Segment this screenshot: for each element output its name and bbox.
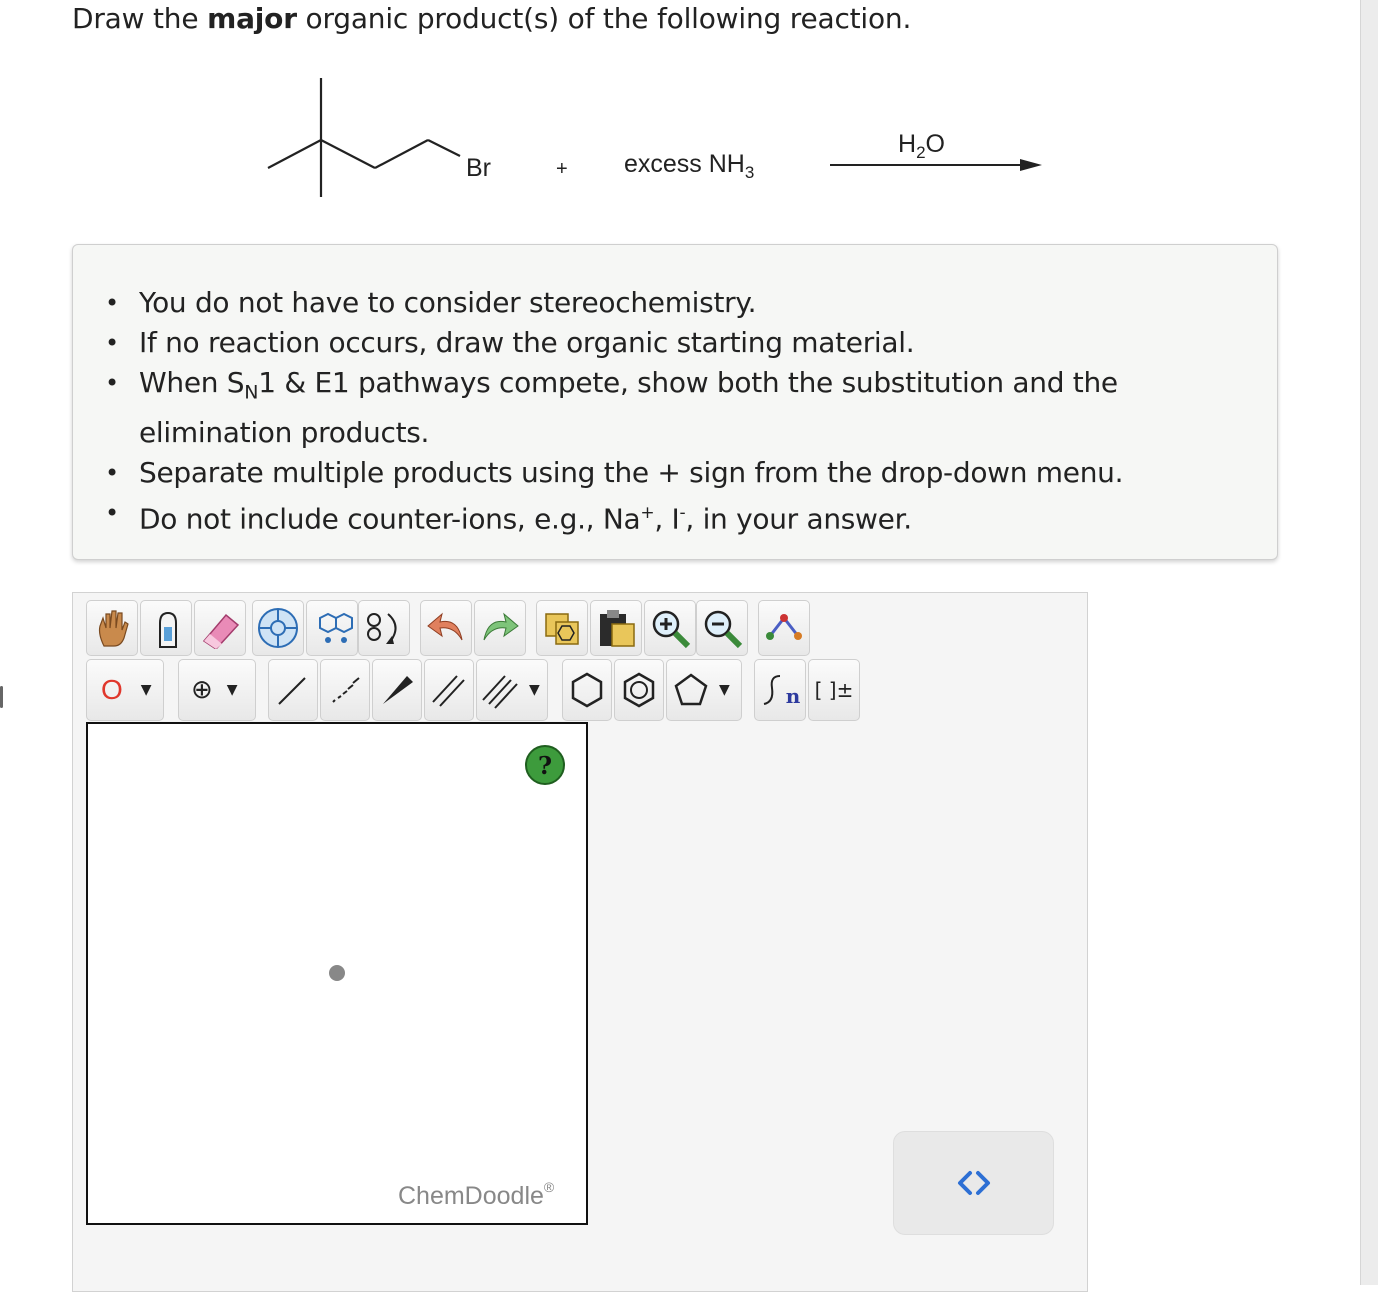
atom-label: O	[101, 674, 123, 705]
paste-icon[interactable]	[590, 600, 642, 656]
lasso-icon[interactable]	[140, 600, 192, 656]
chevron-down-icon: ▼	[140, 682, 152, 698]
ring-selector[interactable]	[666, 659, 742, 721]
cyclopentane-icon	[671, 670, 711, 710]
cyclohexane-icon[interactable]	[562, 659, 612, 721]
instruction-item: • When $S_N1$ & E1 pathways compete, show both the substitution and the elimination products.	[139, 363, 1189, 453]
page-scrollbar[interactable]	[1360, 0, 1378, 1285]
charge-selector[interactable]	[178, 659, 256, 721]
atom-selector[interactable]	[86, 659, 164, 721]
instruction-item: • You do not have to consider stereochemistry.	[139, 283, 1189, 323]
reactant-structure	[250, 70, 1070, 210]
zoom-in-icon[interactable]	[644, 600, 696, 656]
canvas-cursor-dot	[329, 965, 345, 981]
reaction-plus: +	[556, 158, 568, 180]
double-bond-icon[interactable]	[424, 659, 474, 721]
ring-fuse-icon[interactable]	[306, 600, 358, 656]
bracket-button[interactable]	[808, 659, 860, 721]
rotate-molecule-icon[interactable]	[358, 600, 410, 656]
reagent-label: excess $NH_3$	[624, 150, 755, 182]
charge-label: ⊕	[191, 675, 213, 705]
chain-icon[interactable]	[754, 659, 806, 721]
zoom-out-icon[interactable]	[696, 600, 748, 656]
bromine-label: Br	[466, 154, 491, 182]
single-bond-icon[interactable]	[268, 659, 318, 721]
hashed-bond-icon[interactable]	[320, 659, 370, 721]
wedge-bond-icon[interactable]	[372, 659, 422, 721]
instruction-item: • Do not include counter-ions, e.g., Na+, I-, in your answer.	[139, 493, 1189, 539]
help-icon[interactable]: ?	[525, 745, 565, 785]
chain-label: n	[785, 684, 801, 708]
chevron-down-icon: ▼	[719, 682, 730, 698]
bracket-label: [ ]±	[814, 678, 854, 702]
redo-icon[interactable]	[474, 600, 526, 656]
eraser-icon[interactable]	[194, 600, 246, 656]
undo-icon[interactable]	[420, 600, 472, 656]
reaction-scheme	[250, 70, 1070, 210]
benzene-icon[interactable]	[614, 659, 664, 721]
question-title: Draw the major organic product(s) of the following reaction.	[72, 2, 912, 35]
code-chevrons-icon	[954, 1163, 994, 1203]
instruction-item: • If no reaction occurs, draw the organic starting material.	[139, 323, 1189, 363]
chevron-down-icon: ▼	[529, 682, 540, 698]
triple-bond-selector[interactable]	[476, 659, 548, 721]
chemdoodle-logo: ChemDoodle®	[398, 1179, 555, 1210]
instruction-item: • Separate multiple products using the + sign from the drop-down menu.	[139, 453, 1189, 493]
hand-icon[interactable]	[86, 600, 138, 656]
triple-bond-icon	[481, 670, 521, 710]
left-edge-marker	[0, 686, 3, 708]
copy-icon[interactable]	[536, 600, 588, 656]
solvent-label: $H_2O$	[898, 130, 945, 162]
instructions-box	[72, 244, 1278, 560]
clean-icon[interactable]	[758, 600, 810, 656]
expand-button[interactable]	[893, 1131, 1054, 1235]
template-icon[interactable]	[252, 600, 304, 656]
chevron-down-icon: ▼	[226, 682, 238, 698]
